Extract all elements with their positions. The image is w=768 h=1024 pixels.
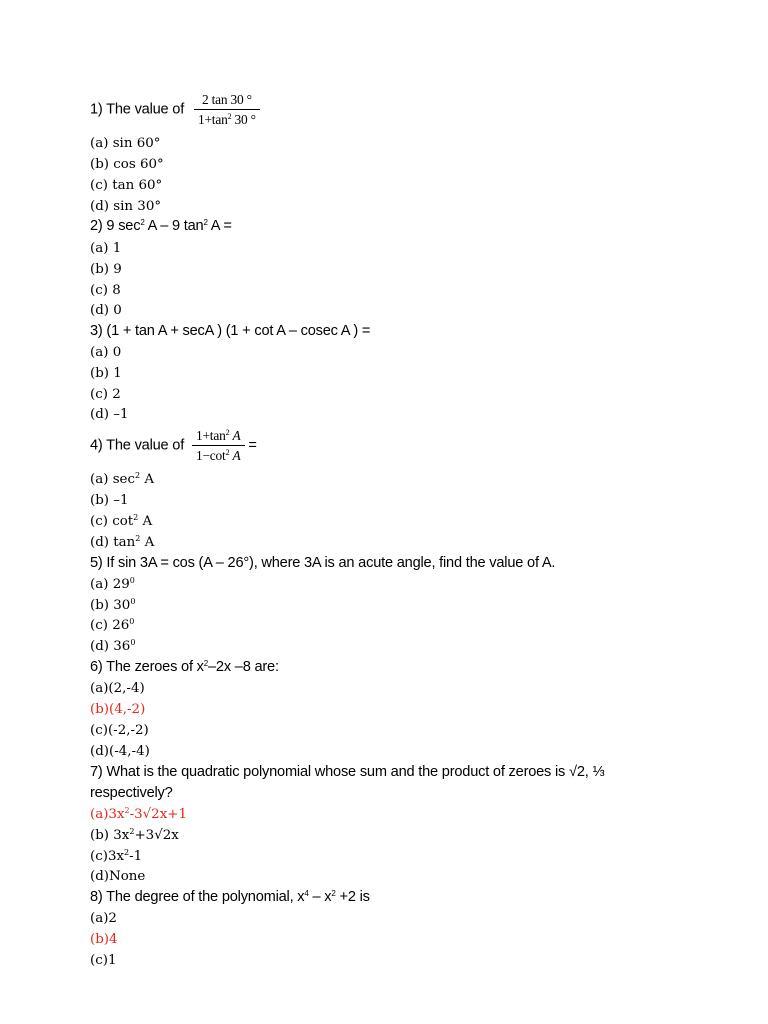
- fraction-numerator: $1+\tan^2$ A: [192, 428, 245, 446]
- question-5-option-a: (a) $29^0$: [90, 576, 135, 592]
- question-8-option-a: (a)2: [90, 911, 117, 926]
- question-1-prompt: 1) The value of: [90, 101, 185, 118]
- question-2-option-a: (a) 1: [90, 241, 122, 256]
- fraction-denominator: $1+\tan^2$ 30 °: [197, 112, 256, 127]
- question-1: [90, 92, 260, 127]
- question-5-option-c: (c) $26^0$: [90, 617, 135, 633]
- question-3-prompt: 3) (1 + tan A + secA ) (1 + cot A – cosec A ) =: [90, 323, 371, 339]
- question-6-option-c: (c)(-2,-2): [90, 723, 149, 738]
- question-6-prompt: 6) The zeroes of $x^2-2x$ –8 are:: [90, 659, 279, 675]
- question-8-prompt: 8) The degree of the polynomial, $x^4 - x^2 +2$ is: [90, 889, 370, 905]
- question-8-option-b-correct: (b)4: [90, 932, 118, 947]
- question-3-option-c: (c) 2: [90, 387, 121, 402]
- question-1-option-b: (b) cos 60°: [90, 157, 164, 172]
- question-1-option-a: (a) sin 60°: [90, 136, 161, 151]
- question-3-option-a: (a) 0: [90, 345, 122, 360]
- question-4-option-d: (d) $\tan^2 A$: [90, 534, 155, 550]
- question-4-fraction: [192, 428, 245, 463]
- question-6-option-d: (d)(-4,-4): [90, 744, 150, 759]
- question-5-prompt: 5) If sin 3A = cos (A – 26°), where 3A is an acute angle, find the value of A.: [90, 555, 556, 571]
- question-4-prompt: 4) The value of: [90, 437, 185, 454]
- question-7-option-c: $(c)3x^2-1$: [90, 848, 143, 864]
- fraction-denominator: $1-\cot^2$ A: [195, 448, 241, 463]
- question-3-option-d: (d) –1: [90, 407, 129, 422]
- question-2-option-b: (b) 9: [90, 262, 122, 277]
- question-7-prompt-line-1: 7) What is the quadratic polynomial whose sum and the product of zeroes is √2, ⅓: [90, 764, 605, 780]
- question-2-option-d: (d) 0: [90, 303, 122, 318]
- question-5-option-d: (d) $36^0$: [90, 638, 136, 654]
- question-5-option-b: (b) $30^0$: [90, 597, 136, 613]
- equals-sign: =: [248, 437, 257, 454]
- question-6-option-a: (a)(2,-4): [90, 681, 145, 696]
- question-4-option-b: (b) –1: [90, 493, 129, 508]
- question-1-option-c: (c) tan 60°: [90, 178, 163, 193]
- question-7-option-a-correct: $(a)3x^2-3√2x+1$: [90, 806, 187, 822]
- question-2-prompt: 2) 9 $\sec^2 A - 9$ $\tan^2 A$ =: [90, 218, 232, 234]
- question-4-option-c: (c) $\cot^2 A$: [90, 513, 153, 529]
- question-1-option-d: (d) sin 30°: [90, 199, 162, 214]
- question-1-fraction: [194, 92, 260, 127]
- question-6-option-b-correct: (b)(4,-2): [90, 702, 146, 717]
- question-4: [90, 428, 257, 463]
- question-8-option-c: (c)1: [90, 953, 117, 968]
- question-2-option-c: (c) 8: [90, 283, 121, 298]
- question-4-option-a: (a) $\sec^2 A$: [90, 471, 155, 487]
- question-7-option-b: (b) $3x^2+3√2x$: [90, 827, 179, 843]
- question-7-option-d: (d)None: [90, 869, 146, 884]
- fraction-numerator: 2 tan 30 °: [194, 92, 260, 110]
- question-3-option-b: (b) 1: [90, 366, 122, 381]
- question-7-prompt-line-2: respectively?: [90, 785, 173, 801]
